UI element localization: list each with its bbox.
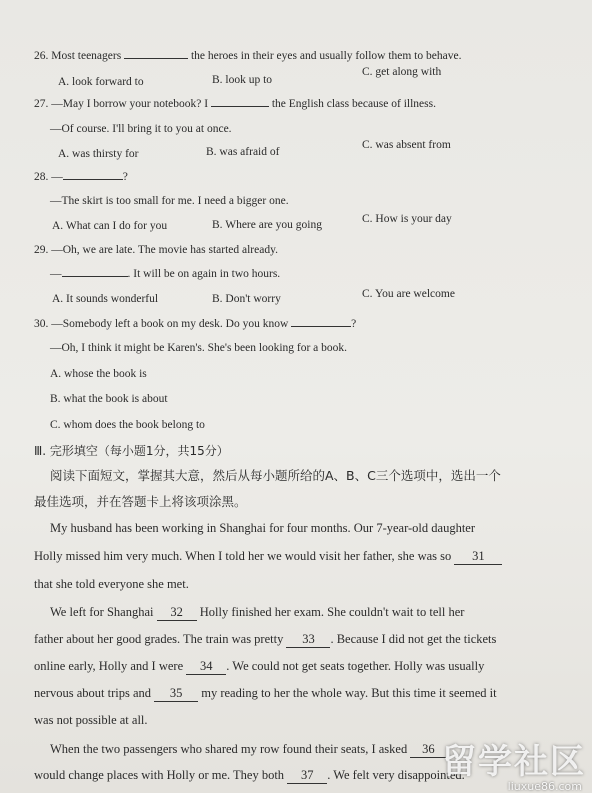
watermark-url: liuxue86.com <box>507 780 582 793</box>
q30-question-mark: ? <box>351 318 357 330</box>
q29-reply-text: . It will be on again in two hours. <box>127 268 281 280</box>
q30-reply: —Oh, I think it might be Karen's. She's been looking for a book. <box>50 342 348 354</box>
q30-option-b: B. what the book is about <box>50 393 168 405</box>
q29-option-c: C. You are welcome <box>362 288 455 300</box>
q28-option-a: A. What can I do for you <box>52 220 168 232</box>
passage-line-4 <box>50 605 464 621</box>
q26-option-a: A. look forward to <box>58 76 144 88</box>
q29-blank <box>62 276 128 277</box>
q29-dash: — <box>50 268 62 280</box>
q30-option-c: C. whom does the book belong to <box>50 419 205 431</box>
q27-stem-part1: —May I borrow your notebook? I <box>51 98 209 110</box>
passage-line-1: My husband has been working in Shanghai for four months. Our 7-year-old daughter <box>50 521 476 535</box>
q29-option-a: A. It sounds wonderful <box>52 293 159 305</box>
watermark-logo: 留学社区 <box>442 742 586 782</box>
passage-line-4-text-b: Holly finished her exam. She couldn't wait to tell her <box>199 605 465 619</box>
q27-blank <box>211 106 269 107</box>
passage-line-5 <box>34 632 496 648</box>
q28-option-c: C. How is your day <box>362 213 452 225</box>
q28-question-mark: ? <box>122 171 128 183</box>
section-instruction-line2: 最佳选项，并在答题卡上将该项涂黑。 <box>34 494 247 509</box>
passage-line-3: that she told everyone she met. <box>34 577 189 591</box>
q29-stem <box>34 244 278 256</box>
q26-option-c: C. get along with <box>362 66 442 78</box>
q26-stem-part1: Most teenagers <box>51 50 122 62</box>
passage-line-10 <box>34 768 465 784</box>
passage-line-10-text-a: would change places with Holly or me. They both <box>34 768 285 782</box>
q27-option-c: C. was absent from <box>362 139 451 151</box>
passage-line-9-text: When the two passengers who shared my row found their seats, I asked <box>50 742 408 756</box>
q27-stem <box>34 98 436 110</box>
q30-stem <box>34 318 356 330</box>
passage-line-6-text-b: . We could not get seats together. Holly was usually <box>226 659 485 673</box>
q27-reply: —Of course. I'll bring it to you at once. <box>50 123 232 135</box>
passage-line-7 <box>34 686 497 702</box>
passage-line-2-text: Holly missed him very much. When I told her we would visit her father, she was so <box>34 549 452 563</box>
q27-option-b: B. was afraid of <box>206 146 280 158</box>
q28-reply: —The skirt is too small for me. I need a bigger one. <box>50 195 289 207</box>
q26-blank <box>124 58 188 59</box>
q27-stem-part2: the English class because of illness. <box>271 98 436 110</box>
passage-line-8: was not possible at all. <box>34 713 148 727</box>
q26-stem-part2: the heroes in their eyes and usually follow them to behave. <box>190 50 462 62</box>
blank-36: 36 <box>410 742 446 758</box>
q27-option-a: A. was thirsty for <box>58 148 139 160</box>
blank-33: 33 <box>286 632 330 648</box>
q28-blank <box>63 179 123 180</box>
passage-line-2 <box>34 549 502 565</box>
q29-reply <box>50 268 280 280</box>
passage-line-5-text-a: father about her good grades. The train was pretty <box>34 632 284 646</box>
q30-blank <box>291 326 351 327</box>
q28-dash: — <box>51 171 63 183</box>
blank-37: 37 <box>287 768 327 784</box>
q30-number: 30. <box>34 318 49 330</box>
q30-stem-part1: —Somebody left a book on my desk. Do you know <box>51 318 289 330</box>
passage-line-10-text-b: . We felt very disappointed. <box>327 768 465 782</box>
passage-line-7-text-b: my reading to her the whole way. But this time it seemed it <box>201 686 497 700</box>
q26-stem <box>34 50 461 62</box>
q29-option-b: B. Don't worry <box>212 293 281 305</box>
section-instruction-line1: 阅读下面短文，掌握其大意，然后从每小题所给的A、B、C三个选项中，选出一个 <box>50 468 501 483</box>
passage-line-9 <box>50 742 446 758</box>
passage-line-7-text-a: nervous about trips and <box>34 686 151 700</box>
q26-number: 26. <box>34 50 49 62</box>
q26-option-b: B. look up to <box>212 74 273 86</box>
blank-31: 31 <box>454 549 502 565</box>
q29-number: 29. <box>34 244 49 256</box>
blank-34: 34 <box>186 659 226 675</box>
passage-line-5-text-b: . Because I did not get the tickets <box>330 632 497 646</box>
blank-32: 32 <box>157 605 197 621</box>
blank-35: 35 <box>154 686 198 702</box>
passage-line-6-text-a: online early, Holly and I were <box>34 659 184 673</box>
q30-option-a: A. whose the book is <box>50 368 147 380</box>
q28-option-b: B. Where are you going <box>212 219 322 231</box>
q28-number: 28. <box>34 171 49 183</box>
q27-number: 27. <box>34 98 49 110</box>
passage-line-6 <box>34 659 484 675</box>
q28-stem <box>34 171 128 183</box>
passage-line-4-text-a: We left for Shanghai <box>50 605 154 619</box>
q29-stem-text: —Oh, we are late. The movie has started already. <box>51 244 278 256</box>
section-heading: Ⅲ. 完形填空（每小题1分，共15分） <box>34 444 229 458</box>
